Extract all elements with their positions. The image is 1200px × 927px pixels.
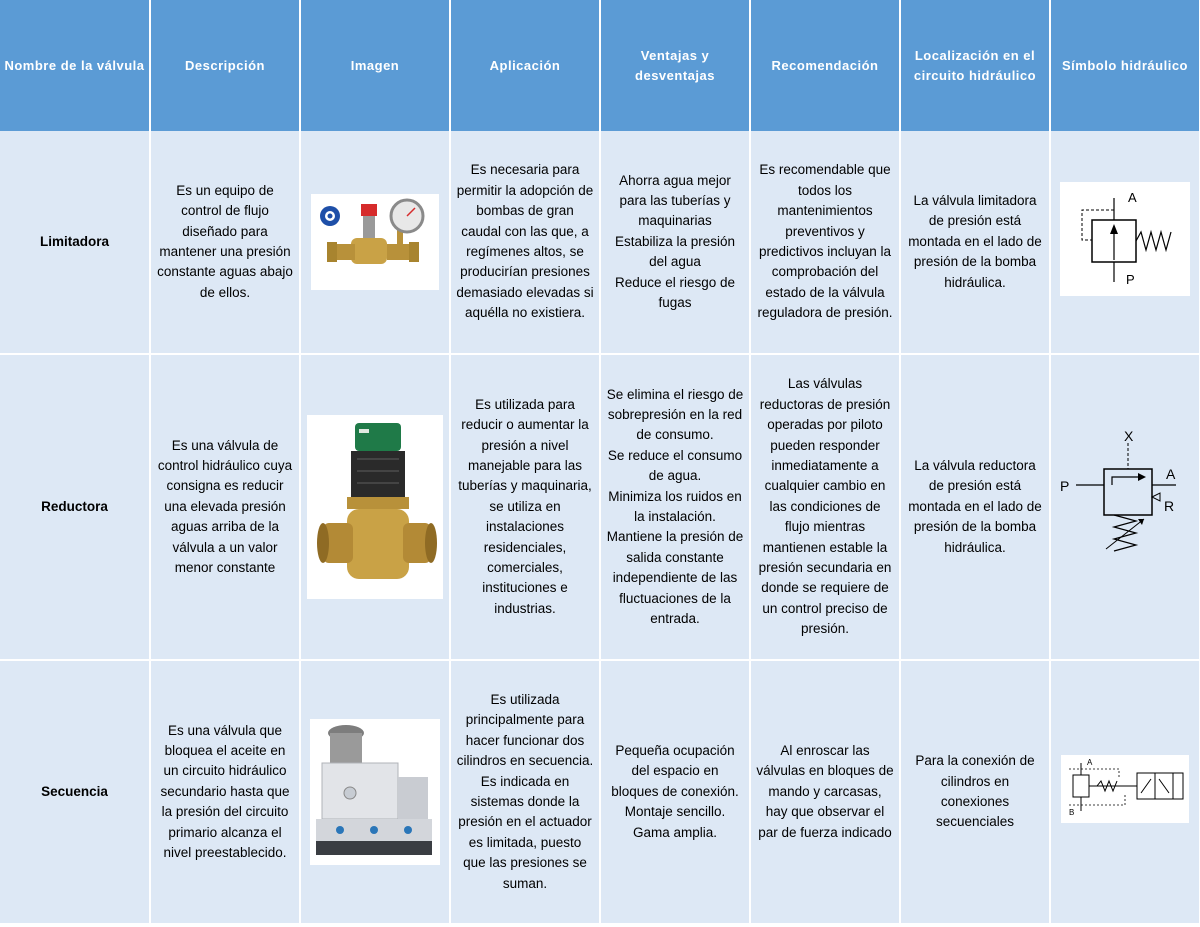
valve-symbol-cell xyxy=(1050,660,1200,924)
symbol-label: A xyxy=(1166,465,1176,482)
symbol-label: P xyxy=(1126,271,1135,287)
symbol-label: X xyxy=(1124,428,1134,444)
symbol-label: B xyxy=(1069,807,1075,817)
header-aplicacion: Aplicación xyxy=(450,0,600,131)
valve-image-cell xyxy=(300,354,450,660)
header-descripcion: Descripción xyxy=(150,0,300,131)
table-row xyxy=(0,354,1200,660)
valve-image-cell xyxy=(300,660,450,924)
valve-name: Secuencia xyxy=(0,660,150,924)
header-imagen: Imagen xyxy=(300,0,450,131)
secuencia-valve-image xyxy=(310,719,440,865)
limitadora-valve-image xyxy=(311,194,439,290)
valve-description: Es un equipo de control de flujo diseñado para mantener una presión constante aguas abajo de ellos. xyxy=(150,131,300,354)
header-localizacion: Localización en el circuito hidráulico xyxy=(900,0,1050,131)
symbol-label: A xyxy=(1087,757,1093,767)
valve-symbol-cell xyxy=(1050,354,1200,660)
symbol-label: P xyxy=(1060,477,1070,494)
valve-advantages: Pequeña ocupación del espacio en bloques de conexión. Montaje sencillo. Gama amplia. xyxy=(600,660,750,924)
valve-recommendation: Al enroscar las válvulas en bloques de mando y carcasas, hay que observar el par de fuerza indicado xyxy=(750,660,900,924)
valve-description: Es una válvula de control hidráulico cuya consigna es reducir una elevada presión aguas arriba de la válvula a un valor menor constante xyxy=(150,354,300,660)
secuencia-symbol-icon xyxy=(1061,755,1189,823)
reductora-valve-image xyxy=(307,415,443,599)
valve-advantages: Se elimina el riesgo de sobrepresión en la red de consumo. Se reduce el consumo de agua. Minimiza los ruidos en la instalación. Mantiene la presión de salida constante independiente de las fluctuaciones de la entrada. xyxy=(600,354,750,660)
symbol-label: R xyxy=(1164,497,1175,514)
valve-location: La válvula limitadora de presión está montada en el lado de presión de la bomba hidráulica. xyxy=(900,131,1050,354)
valve-location: Para la conexión de cilindros en conexiones secuenciales xyxy=(900,660,1050,924)
valve-location: La válvula reductora de presión está montada en el lado de presión de la bomba hidráulica. xyxy=(900,354,1050,660)
header-simbolo: Símbolo hidráulico xyxy=(1050,0,1200,131)
valve-application: Es utilizada principalmente para hacer funcionar dos cilindros en secuencia. Es indicada en sistemas donde la presión en el actuador es limitada, puesto que las presiones se suman. xyxy=(450,660,600,924)
table-row xyxy=(0,131,1200,354)
header-row xyxy=(0,0,1200,131)
valve-application: Es necesaria para permitir la adopción de bombas de gran caudal con las que, a regímenes altos, se producirían presiones demasiado elevadas si aquélla no existiera. xyxy=(450,131,600,354)
limitadora-symbol-icon xyxy=(1060,182,1190,296)
valve-image-cell xyxy=(300,131,450,354)
header-ventajas: Ventajas y desventajas xyxy=(600,0,750,131)
valve-symbol-cell xyxy=(1050,131,1200,354)
header-nombre: Nombre de la válvula xyxy=(0,0,150,131)
table-row xyxy=(0,660,1200,924)
valve-description: Es una válvula que bloquea el aceite en un circuito hidráulico secundario hasta que la presión del circuito primario alcanza el nivel preestablecido. xyxy=(150,660,300,924)
valve-advantages: Ahorra agua mejor para las tuberías y maquinarias Estabiliza la presión del agua Reduce el riesgo de fugas xyxy=(600,131,750,354)
valve-name: Reductora xyxy=(0,354,150,660)
valve-name: Limitadora xyxy=(0,131,150,354)
reductora-symbol-icon xyxy=(1056,429,1196,579)
symbol-label: A xyxy=(1128,189,1137,205)
valve-application: Es utilizada para reducir o aumentar la presión a nivel manejable para las tuberías y maquinaria, se utiliza en instalaciones residenciales, comerciales, instituciones e industrias. xyxy=(450,354,600,660)
valve-recommendation: Es recomendable que todos los mantenimientos preventivos y predictivos incluyan la comprobación del estado de la válvula reguladora de presión. xyxy=(750,131,900,354)
valve-recommendation: Las válvulas reductoras de presión operadas por piloto pueden responder inmediatamente a cualquier cambio en las condiciones de flujo mientras mantienen estable la presión secundaria en donde se requiere de un control preciso de presión. xyxy=(750,354,900,660)
header-recomendacion: Recomendación xyxy=(750,0,900,131)
